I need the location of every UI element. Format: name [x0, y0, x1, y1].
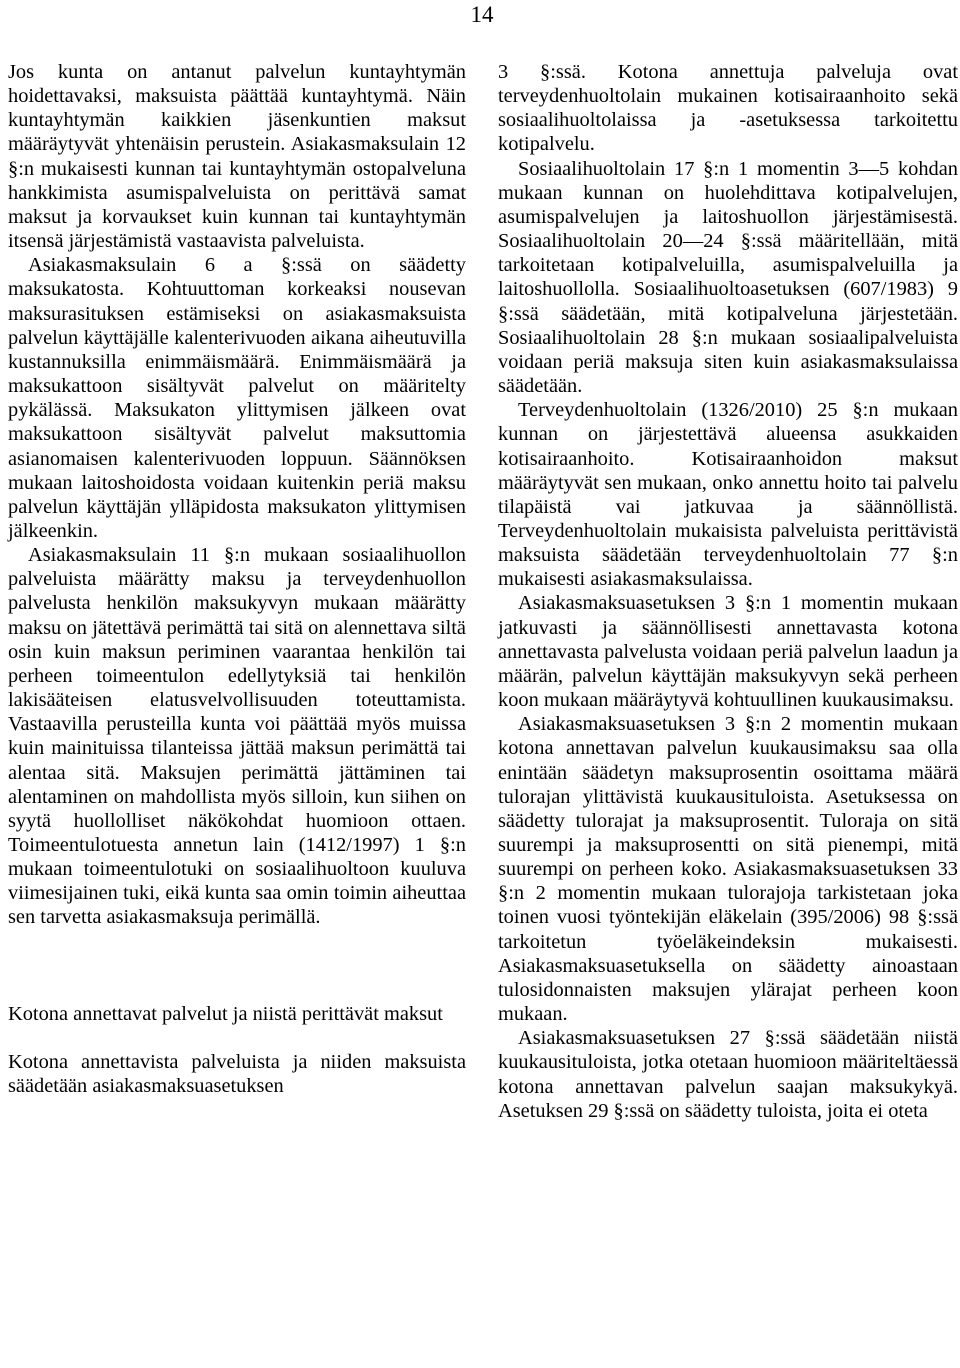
paragraph-health-care-act: Terveydenhuoltolain (1326/2010) 25 §:n mukaan kunnan on järjestettävä alueensa asukkaiden kotisairaanhoito. Kotisairaanhoidon maksut määräytyvät sen mukaan, onko annettu hoito tai palvelu tilapäistä vai jatkuvaa ja säännöllistä. Terveydenhuoltolain mukaisista palveluista perittävistä maksuista säädetään terveydenhuoltolain 77 §:n mukaisesti asiakasmaksulaissa.	[498, 399, 958, 591]
paragraph-fee-ceiling: Asiakasmaksulain 6 a §:ssä on säädetty maksukatosta. Kohtuuttoman korkeaksi nousevan maksurasituksen estämiseksi on asiakasmaksuista palvelun käyttäjälle kalenterivuoden aikana aiheutuvilla kustannuksilla enimmäismäärä. Enimmäismäärä ja maksukattoon sisältyvät palvelut on määritelty pykälässä. Maksukaton ylittymisen jälkeen ovat maksukattoon sisältyvät palvelut maksuttomia asianomaisen kalenterivuoden loppuun. Säännöksen mukaan laitoshoidosta voidaan kuitenkin periä maksu palvelun käyttäjän ylläpidosta maksukaton ylittymisen jälkeenkin.	[8, 254, 466, 542]
paragraph-social-welfare-act: Sosiaalihuoltolain 17 §:n 1 momentin 3—5 kohdan mukaan kunnan on huolehdittava kotipalvelujen, asumispalvelujen ja laitoshuollon järjestämisestä. Sosiaalihuoltolain 20—24 §:ssä määritellään, mitä tarkoitetaan kotipalveluilla, asumispalveluilla ja laitoshuollolla. Sosiaalihuoltoasetuksen (607/1983) 9 §:ssä säädetään, mitä kotipalveluna järjestetään. Sosiaalihuoltolain 28 §:n mukaan sosiaalipalveluista voidaan periä maksuja siten kuin asiakasmaksulaissa säädetään.	[498, 157, 958, 398]
paragraph-home-services-intro: Kotona annettavista palveluista ja niiden maksuista säädetään asiakasmaksuasetuksen	[8, 1050, 466, 1097]
page-number: 14	[470, 2, 494, 27]
paragraph-fee-reduction: Asiakasmaksulain 11 §:n mukaan sosiaalihuollon palveluista määrätty maksu ja terveydenhuollon palvelusta henkilön maksukyvyn mukaan määrätty maksu on jätettävä perimättä tai sitä on alennettava siltä osin kuin maksun periminen vaarantaa henkilön tai perheen toimeentulon edellytyksiä tai henkilön lakisääteisen elatusvelvollisuuden toteuttamista. Vastaavilla perusteilla kunta voi päättää myös muissa kuin mainituissa tilanteissa jättää maksun perimättä tai alentaa sitä. Maksujen perimättä jättäminen tai alentaminen on mahdollista myös silloin, kun siihen on syytä huollolliset näkökohdat huomioon ottaen. Toimeentulotuesta annetun lain (1412/1997) 1 §:n mukaan toimeentulotuki on sosiaalihuoltoon kuuluva viimesijainen tuki, eikä kunta saa omin toimin aiheuttaa sen tarvetta asiakasmaksuja perimällä.	[8, 544, 466, 929]
paragraph-income-limits: Asiakasmaksuasetuksen 3 §:n 2 momentin mukaan kotona annettavan palvelun kuukausimaksu saa olla enintään säädetyn maksuprosentin osoittama määrä tulorajan ylittävistä kuukausituloista. Asetuksessa on säädetty tulorajat ja maksuprosentit. Tuloraja on sitä suurempi ja maksuprosentti on sitä pienempi, mitä suurempi on perheen koko. Asiakasmaksuasetuksen 33 §:n 2 momentin mukaan tulorajoja tarkistetaan joka toinen vuosi työntekijän eläkelain (395/2006) 98 §:ssä tarkoitetun työeläkeindeksin mukaisesti. Asiakasmaksuasetuksella on säädetty ainoastaan tulosidonnaisten maksujen ylärajat perheen koon mukaan.	[498, 713, 958, 1026]
left-column	[8, 60, 466, 1098]
right-column	[498, 60, 958, 1123]
paragraph-monthly-income: Asiakasmaksuasetuksen 27 §:ssä säädetään niistä kuukausituloista, jotka otetaan huomioon määriteltäessä kotona annettavan palvelun saajan maksukykyä. Asetuksen 29 §:ssä on säädetty tuloista, joita ei oteta	[498, 1027, 958, 1122]
section-gap	[8, 930, 466, 1002]
paragraph-municipal-federation: Jos kunta on antanut palvelun kuntayhtymän hoidettavaksi, maksuista päättää kuntayhtymä. Näin kuntayhtymän kaikkien jäsenkuntien maksut määräytyvät yhtenäisin perustein. Asiakasmaksulain 12 §:n mukaisesti kunnan tai kuntayhtymän ostopalveluna hankkimista asumispalveluista on perittävä samat maksut ja korvaukset kuin kunnan tai kuntayhtymän itsensä järjestämistä vastaavista palveluista.	[8, 61, 466, 253]
paragraph-monthly-fee: Asiakasmaksuasetuksen 3 §:n 1 momentin mukaan jatkuvasti ja säännöllisesti annettavasta kotona annettavasta palvelusta voidaan periä palvelun laadun ja määrän, palvelun käyttäjän maksukyvyn sekä perheen koon mukaan määräytyvä kohtuullinen kuukausimaksu.	[498, 592, 958, 712]
section-heading: Kotona annettavat palvelut ja niistä perittävät maksut	[8, 1002, 443, 1025]
paragraph-home-services-cont: 3 §:ssä. Kotona annettuja palveluja ovat terveydenhuoltolain mukainen kotisairaanhoito sekä sosiaalihuoltolaissa ja -asetuksessa tarkoitettu kotipalvelu.	[498, 61, 958, 156]
heading-gap	[8, 1026, 466, 1050]
